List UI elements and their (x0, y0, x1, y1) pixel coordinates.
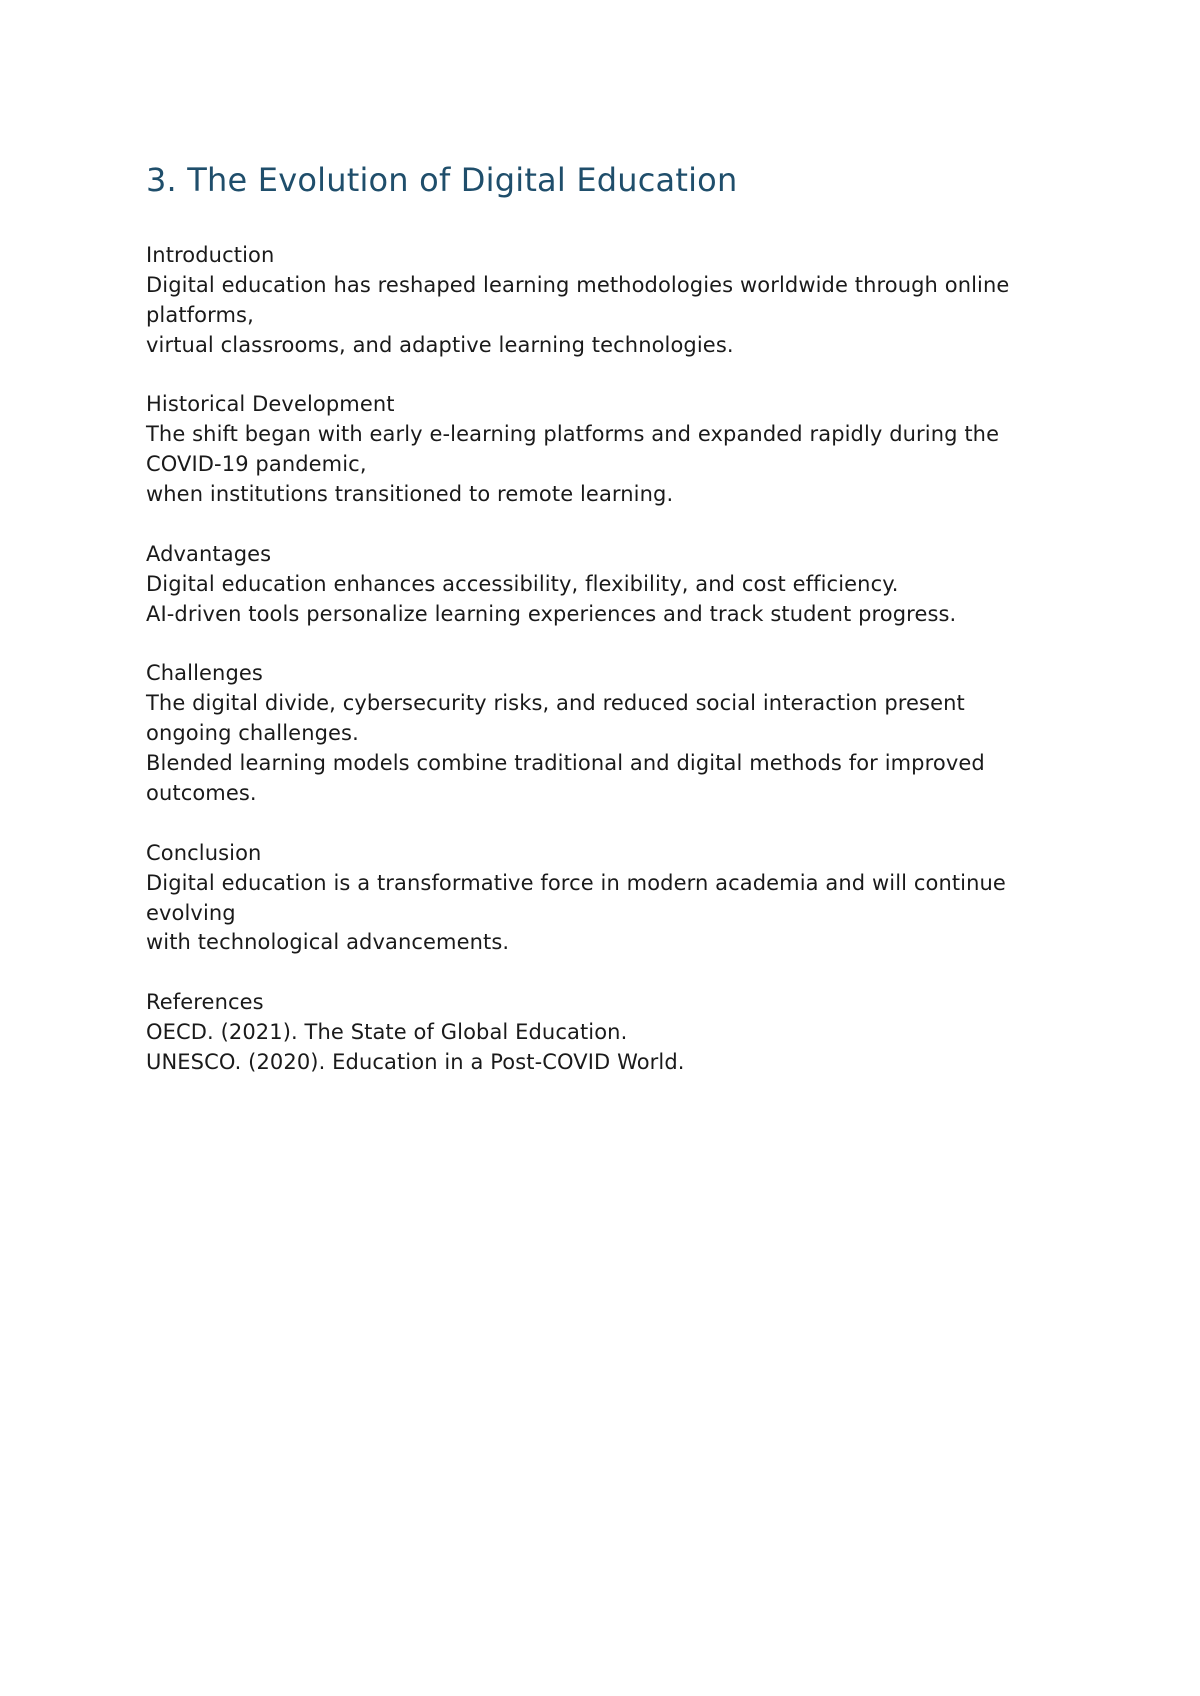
paragraph-line: with technological advancements. (146, 930, 510, 955)
paragraph-line: Digital education is a transformative force in modern academia and will continue (146, 870, 1006, 895)
section-introduction (146, 241, 1086, 361)
blank-line (146, 809, 1086, 839)
paragraph-line: outcomes. (146, 781, 257, 806)
section-heading: Introduction (146, 243, 275, 267)
paragraph-line: The shift began with early e-learning platforms and expanded rapidly during the (146, 422, 1000, 447)
paragraph-line: AI-driven tools personalize learning experiences and track student progress. (146, 601, 957, 626)
paragraph-line: ongoing challenges. (146, 721, 359, 746)
paragraph-line: Digital education enhances accessibility, flexibility, and cost efficiency. (146, 571, 899, 596)
document-body (146, 241, 1086, 1078)
section-conclusion (146, 839, 1086, 959)
blank-line (146, 361, 1086, 391)
paragraph-line: virtual classrooms, and adaptive learning technologies. (146, 332, 734, 357)
reference-item: UNESCO. (2020). Education in a Post-COVID World. (146, 1050, 685, 1075)
paragraph-line: Blended learning models combine traditional and digital methods for improved (146, 751, 985, 776)
paragraph-line: COVID-19 pandemic, (146, 452, 367, 477)
section-references (146, 988, 1086, 1078)
section-heading: References (146, 990, 264, 1015)
blank-line (146, 510, 1086, 540)
section-heading: Historical Development (146, 392, 395, 417)
paragraph-line: Digital education has reshaped learning methodologies worldwide through online (146, 272, 1010, 297)
section-advantages (146, 540, 1086, 630)
section-heading: Challenges (146, 661, 263, 686)
paragraph-line: The digital divide, cybersecurity risks, and reduced social interaction present (146, 691, 965, 716)
section-challenges (146, 659, 1086, 808)
document-page (146, 0, 1086, 1696)
reference-item: OECD. (2021). The State of Global Education. (146, 1020, 628, 1045)
blank-line (146, 958, 1086, 988)
paragraph-line: evolving (146, 900, 236, 925)
document-title: 3. The Evolution of Digital Education (146, 161, 738, 199)
paragraph-line: platforms, (146, 302, 254, 327)
section-heading: Advantages (146, 541, 272, 566)
blank-line (146, 630, 1086, 660)
section-heading: Conclusion (146, 840, 262, 865)
section-historical-development (146, 390, 1086, 510)
paragraph-line: when institutions transitioned to remote learning. (146, 482, 674, 507)
